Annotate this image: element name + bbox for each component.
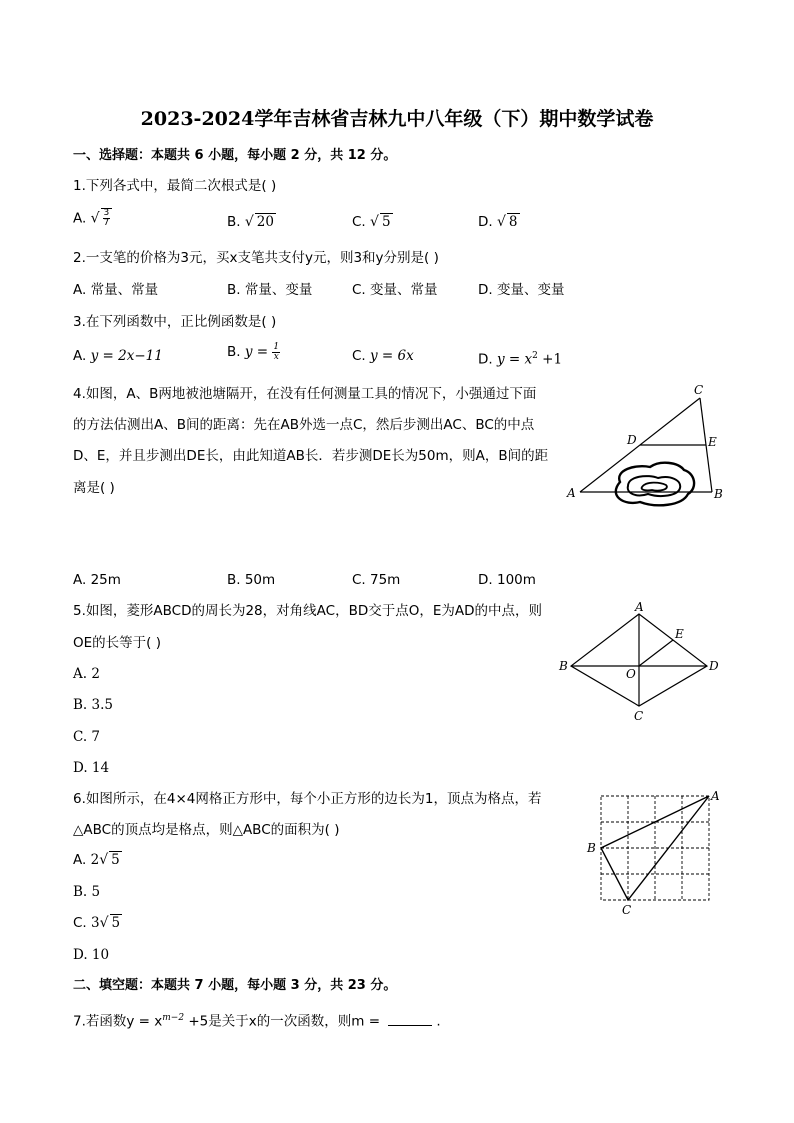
- question-3-option-a[interactable]: A. y = 2x−11: [73, 348, 163, 364]
- question-4-figure: [560, 378, 730, 514]
- label-d: D: [709, 659, 719, 673]
- label-a: A: [635, 600, 644, 614]
- question-7-stem: 7.若函数$y = x^{m-2} +5$是关于x的一次函数，则m = .: [73, 1008, 441, 1032]
- radical-sign: √: [90, 210, 100, 227]
- question-6-option-d[interactable]: D. 10: [73, 947, 110, 963]
- question-5-line-1: 5.如图，菱形ABCD的周长为28，对角线AC，BD交于点O，E为AD的中点，则: [73, 603, 543, 619]
- question-4-option-d[interactable]: D. 100m: [478, 572, 536, 588]
- question-5-option-b[interactable]: B. 3.5: [73, 697, 113, 713]
- page-title: 2023-2024学年吉林省吉林九中八年级（下）期中数学试卷: [140, 108, 654, 130]
- question-4-line-4: 离是( ): [73, 480, 115, 496]
- label-o: O: [626, 667, 636, 681]
- question-6-line-1: 6.如图所示，在4×4网格正方形中，每个小正方形的边长为1，顶点为格点，若: [73, 791, 542, 807]
- question-4-option-a[interactable]: A. 25m: [73, 572, 121, 588]
- answer-blank[interactable]: [388, 1011, 432, 1026]
- question-5-option-d[interactable]: D. 14: [73, 760, 110, 776]
- question-2-option-a[interactable]: A. 常量、常量: [73, 282, 159, 298]
- question-3-option-c[interactable]: C. y = 6x: [352, 348, 414, 364]
- question-6-option-a[interactable]: A. 2√ 5: [73, 852, 120, 868]
- question-6-option-b[interactable]: B. 5: [73, 884, 101, 900]
- section-fill-heading: 二、填空题：本题共 7 小题，每小题 3 分，共 23 分。: [73, 978, 397, 993]
- question-1-option-c[interactable]: C. √ 5: [352, 214, 391, 230]
- question-3-stem: 3.在下列函数中，正比例函数是( ): [73, 314, 277, 330]
- pond-center: [642, 483, 667, 491]
- grid: [601, 796, 709, 900]
- question-2-option-b[interactable]: B. 常量、变量: [227, 282, 313, 298]
- question-3-option-b[interactable]: B. y = $\frac{1}{x}$: [227, 341, 280, 362]
- label-b: B: [714, 487, 723, 501]
- question-2-option-d[interactable]: D. 变量、变量: [478, 282, 565, 298]
- question-1-stem: 1.下列各式中，最简二次根式是( ): [73, 178, 277, 194]
- label-c: C: [622, 903, 632, 917]
- question-4-option-c[interactable]: C. 75m: [352, 572, 401, 588]
- label-e: E: [708, 435, 717, 449]
- question-6-option-c[interactable]: C. 3√ 5: [73, 915, 121, 931]
- label-c: C: [694, 383, 704, 397]
- label-c: C: [634, 709, 644, 723]
- fraction: $\frac{1}{x}$: [273, 341, 280, 362]
- question-5-option-a[interactable]: A. 2: [73, 666, 100, 682]
- question-5-line-2: OE的长等于( ): [73, 635, 161, 651]
- section-choice-heading: 一、选择题：本题共 6 小题，每小题 2 分，共 12 分。: [73, 148, 397, 163]
- pond-inner: [628, 476, 680, 496]
- question-5-option-c[interactable]: C. 7: [73, 729, 101, 745]
- label-d: D: [627, 433, 637, 447]
- question-3-option-d[interactable]: D. $y = x^2 +1$: [478, 351, 563, 368]
- label-b: B: [559, 659, 568, 673]
- question-2-stem: 2.一支笔的价格为3元，买x支笔共支付y元，则3和y分别是( ): [73, 250, 439, 266]
- label-b: B: [587, 841, 596, 855]
- question-2-option-c[interactable]: C. 变量、常量: [352, 282, 438, 298]
- fraction: $\frac{3}{7}$: [103, 208, 110, 228]
- question-1-option-d[interactable]: D. √ 8: [478, 214, 518, 230]
- segment-oe: [639, 640, 673, 666]
- question-5-figure: [555, 598, 725, 726]
- question-4-option-b[interactable]: B. 50m: [227, 572, 276, 588]
- question-6-figure: [585, 788, 725, 918]
- label-a: A: [567, 486, 576, 500]
- question-1-option-b[interactable]: B. √ 20: [227, 214, 274, 230]
- question-6-line-2: △ABC的顶点均是格点，则△ABC的面积为( ): [73, 822, 340, 838]
- question-4-line-1: 4.如图，A、B两地被池塘隔开，在没有任何测量工具的情况下，小强通过下面: [73, 386, 537, 402]
- label-a: A: [711, 789, 720, 803]
- question-1-option-a[interactable]: A. √ $\frac{3}{7}$: [73, 208, 112, 229]
- question-4-line-2: 的方法估测出A、B间的距离：先在AB外选一点C，然后步测出AC、BC的中点: [73, 417, 535, 433]
- question-4-line-3: D、E，并且步测出DE长，由此知道AB长．若步测DE长为50m，则A，B间的距: [73, 448, 549, 464]
- label-e: E: [675, 627, 684, 641]
